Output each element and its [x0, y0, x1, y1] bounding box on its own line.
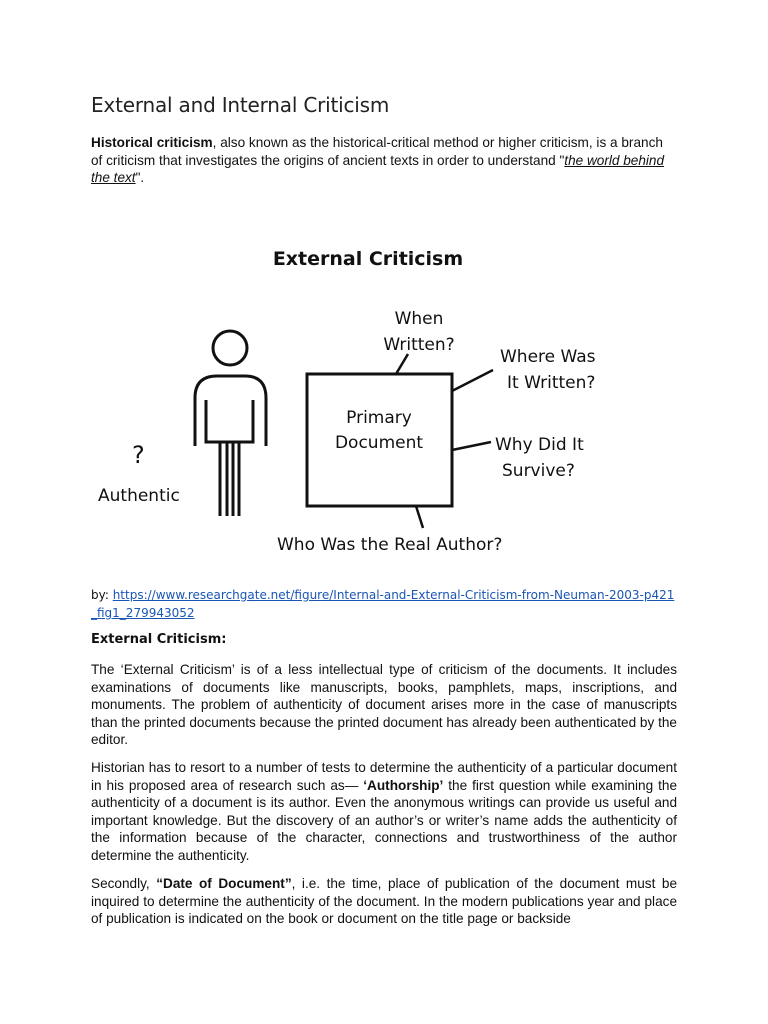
figure-title: External Criticism [272, 248, 464, 270]
intro-term: Historical criticism [91, 135, 213, 150]
why-survive-line1: Why Did It [495, 435, 584, 455]
who-real-author: Who Was the Real Author? [277, 535, 503, 555]
authentic-label: Authentic [98, 486, 180, 506]
primary-document-label-line1: Primary [346, 408, 412, 428]
paragraph-2-rest: the first question while examining the authenticity of a document is its author. Even the anonymous writings can provide us useful and important knowledge. But the discovery of an author’s or writer’s name adds the authenticity of the information because of the character, connections and trustworthiness of the author determine the authenticity. [91, 777, 677, 863]
when-written-line2: Written? [383, 335, 455, 355]
where-written-line2: It Written? [507, 373, 596, 393]
person-icon [195, 331, 266, 516]
question-mark: ? [132, 441, 145, 469]
paragraph-2-text: Historian has to resort to a number of tests to determine the authenticity of a particular document in his proposed area of research such as— [91, 760, 677, 793]
external-criticism-figure [90, 226, 650, 566]
intro-paragraph [91, 134, 677, 187]
paragraph-2 [91, 759, 677, 865]
section-heading: External Criticism: [91, 632, 227, 647]
source-link[interactable]: https://www.researchgate.net/figure/Internal-and-External-Criticism-from-Neuman-2003-p421_fig1_279943052 [91, 588, 675, 620]
intro-text: , also known as the historical-critical method or higher criticism, is a branch of criticism that investigates the origins of ancient texts in order to understand " [91, 135, 663, 168]
authorship-term: ‘Authorship’ [363, 777, 444, 793]
source-prefix: by: [91, 588, 113, 602]
world-behind-text-link[interactable]: the world behind the text [91, 152, 665, 186]
why-survive-line2: Survive? [502, 461, 575, 481]
paragraph-3 [91, 875, 677, 928]
primary-document-label-line2: Document [334, 433, 424, 453]
paragraph-3-text: Secondly, [91, 876, 157, 891]
intro-text-end: ". [135, 170, 145, 186]
figure-source [91, 586, 677, 622]
where-written-line1: Where Was [500, 347, 596, 367]
date-of-document-term: “Date of Document” [156, 876, 292, 891]
page-title: External and Internal Criticism [91, 93, 390, 117]
paragraph-3-rest: , i.e. the time, place of publication of the document must be inquired to determine the authenticity of the document. In the modern publications year and place of publication is indicated on the book or document on the title page or backside [91, 876, 678, 927]
when-written-line1: When [394, 309, 444, 329]
paragraph-1: The ‘External Criticism’ is of a less intellectual type of criticism of the documents. It includes examinations of documents like manuscripts, books, pamphlets, maps, inscriptions, and monuments. The problem of authenticity of document arises more in the case of manuscripts than the printed documents because the printed document has already been authenticated by the editor. [91, 662, 677, 748]
